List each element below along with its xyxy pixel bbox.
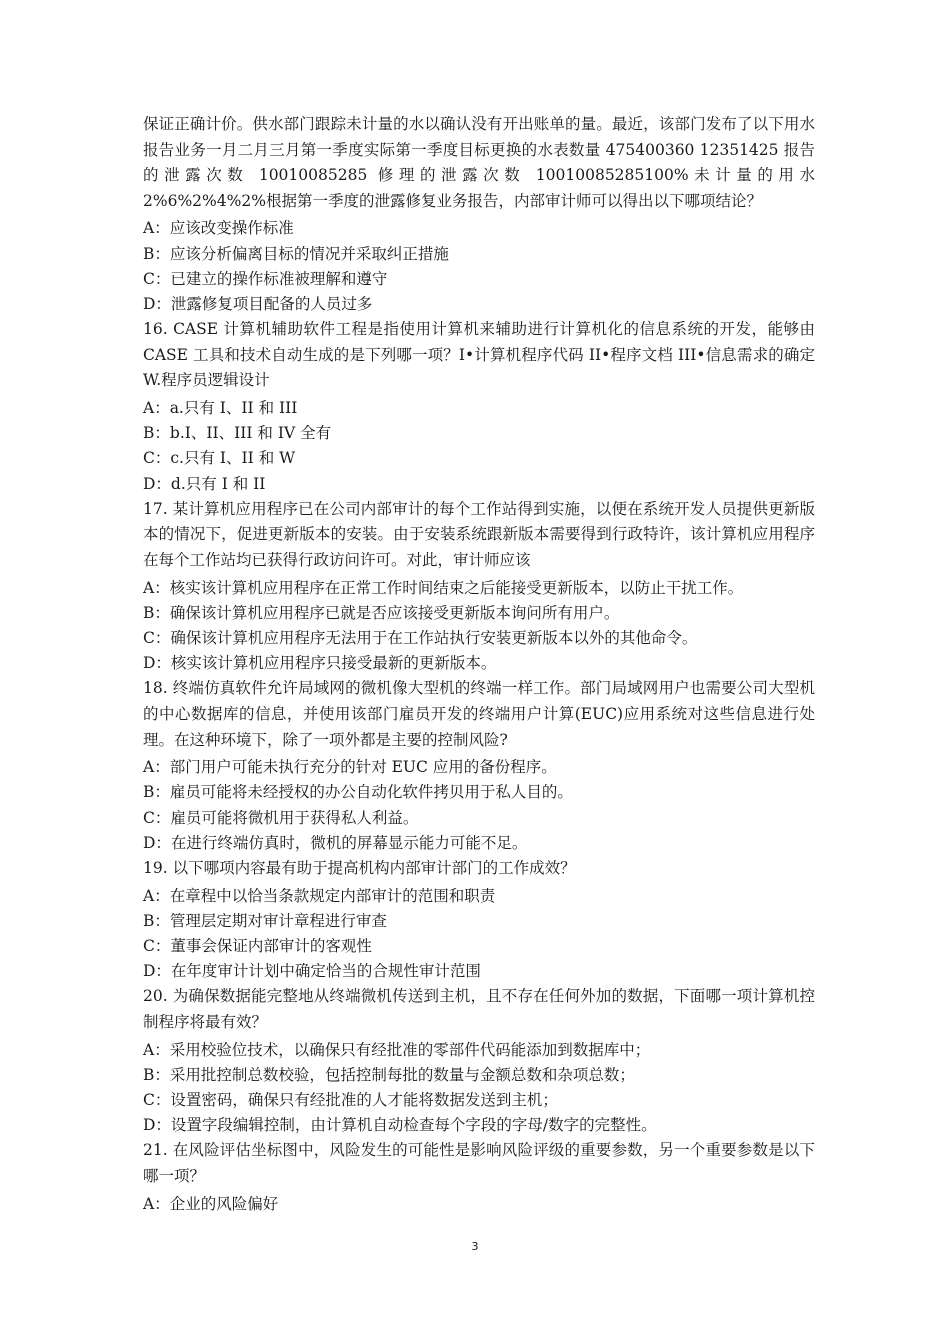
option-d: D：在年度审计计划中确定恰当的合规性审计范围 [143,962,481,981]
intro-block [143,112,815,317]
option-c: C：已建立的操作标准被理解和遵守 [143,269,388,288]
option-c: C：雇员可能将微机用于获得私人利益。 [143,808,419,827]
option-b: B：管理层定期对审计章程进行审查 [143,911,387,930]
question-text: 19. 以下哪项内容最有助于提高机构内部审计部门的工作成效？ [143,858,576,877]
option-d: D：核实该计算机应用程序只接受最新的更新版本。 [143,654,497,673]
option-c: C：董事会保证内部审计的客观性 [143,936,372,955]
question-20 [143,984,815,1138]
option-c: C：确保该计算机应用程序无法用于在工作站执行安装更新版本以外的其他命令。 [143,628,698,647]
question-text: 17. 某计算机应用程序已在公司内部审计的每个工作站得到实施，以便在系统开发人员提供更新版本的情况下，促进更新版本的安装。由于安装系统跟新版本需要得到行政特许，该计算机应用程序在每个工作站均已获得行政访问许可。对此，审计师应该 [143,499,815,569]
option-b: B：雇员可能将未经授权的办公自动化软件拷贝用于私人目的。 [143,783,573,802]
page-number: 3 [471,1240,479,1253]
option-a: A：应该改变操作标准 [143,219,294,238]
option-d: D：d.只有 I 和 II [143,474,266,493]
option-a: A：采用校验位技术，以确保只有经批准的零部件代码能添加到数据库中； [143,1040,651,1059]
question-19 [143,856,815,984]
question-text: 16. CASE 计算机辅助软件工程是指使用计算机来辅助进行计算机化的信息系统的开发，能够由 CASE 工具和技术自动生成的是下列哪一项？I•计算机程序代码 II•程序文档 III•信息需求的确定 W.程序员逻辑设计 [143,320,815,390]
question-17 [143,497,815,677]
option-d: D：泄露修复项目配备的人员过多 [143,294,373,313]
question-21 [143,1138,815,1216]
option-d: D：在进行终端仿真时，微机的屏幕显示能力可能不足。 [143,833,528,852]
option-c: C：设置密码，确保只有经批准的人才能将数据发送到主机； [143,1090,558,1109]
option-b: B：应该分析偏离目标的情况并采取纠正措施 [143,244,449,263]
option-b: B：b.I、II、III 和 IV 全有 [143,424,332,443]
question-text: 21. 在风险评估坐标图中，风险发生的可能性是影响风险评级的重要参数，另一个重要参数是以下哪一项？ [143,1141,815,1185]
question-18 [143,676,815,856]
question-text: 18. 终端仿真软件允许局域网的微机像大型机的终端一样工作。部门局域网用户也需要公司大型机的中心数据库的信息，并使用该部门雇员开发的终端用户计算(EUC)应用系统对这些信息进行处理。在这种环境下，除了一项外都是主要的控制风险? [143,679,815,749]
option-b: B：采用批控制总数校验，包括控制每批的数量与金额总数和杂项总数； [143,1065,635,1084]
option-a: A：企业的风险偏好 [143,1194,279,1213]
option-c: C：c.只有 I、II 和 W [143,449,296,468]
option-a: A：a.只有 I、II 和 III [143,398,298,417]
option-d: D：设置字段编辑控制，由计算机自动检查每个字段的字母/数字的完整性。 [143,1116,657,1135]
option-b: B：确保该计算机应用程序已就是否应该接受更新版本询问所有用户。 [143,603,620,622]
page-content [143,112,815,1217]
question-text: 保证正确计价。供水部门跟踪未计量的水以确认没有开出账单的量。最近，该部门发布了以下用水报告业务一月二月三月第一季度实际第一季度目标更换的水表数量 475400360 12351425 报告的泄露次数 10010085285 修理的泄露次数 10010085285100%未计量的用水 2%6%2%4%2%根据第一季度的泄露修复业务报告，内部审计师可以得出以下哪项结论？ [143,115,815,210]
option-a: A：部门用户可能未执行充分的针对 EUC 应用的备份程序。 [143,758,557,777]
question-text: 20. 为确保数据能完整地从终端微机传送到主机，且不存在任何外加的数据，下面哪一项计算机控制程序将最有效？ [143,987,815,1031]
question-16 [143,317,815,497]
option-a: A：核实该计算机应用程序在正常工作时间结束之后能接受更新版本，以防止干扰工作。 [143,578,744,597]
option-a: A：在章程中以恰当条款规定内部审计的范围和职责 [143,886,496,905]
